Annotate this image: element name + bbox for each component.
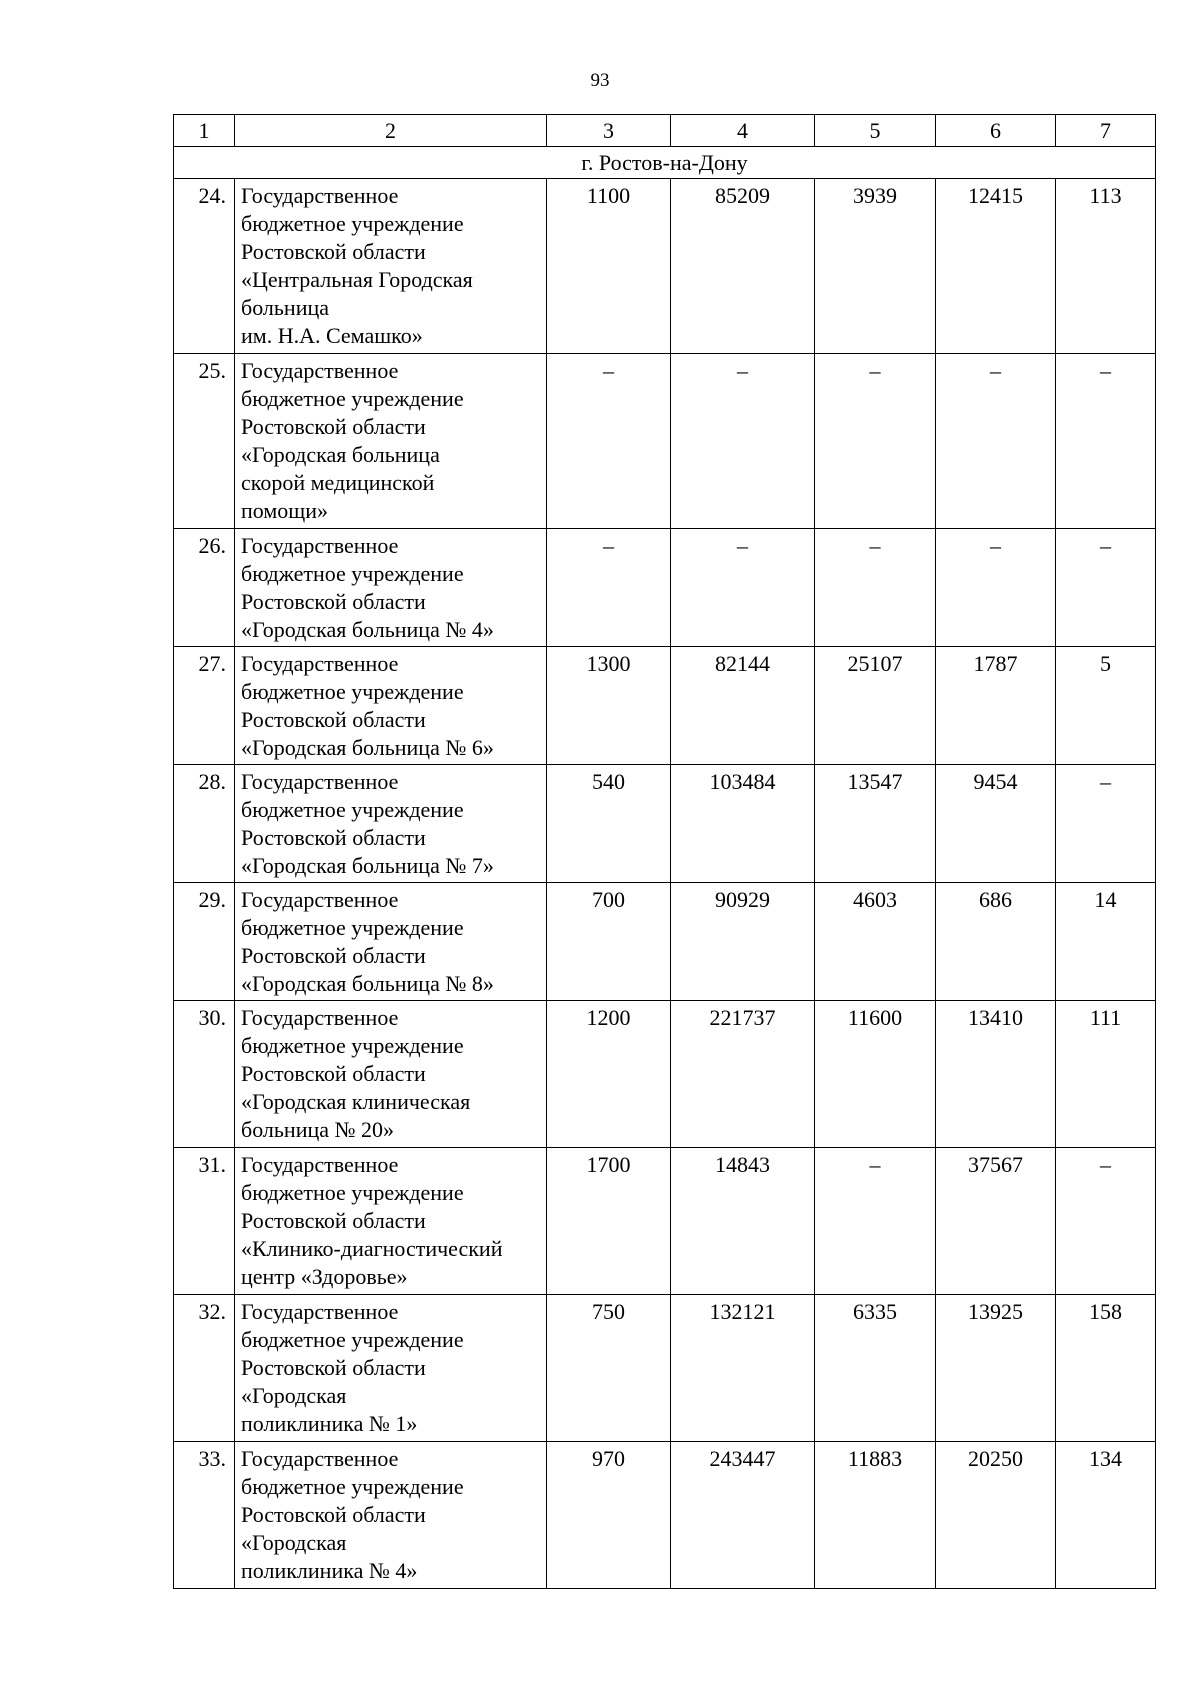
value-col-6: 13410 — [936, 1001, 1056, 1148]
value-col-5: – — [815, 1148, 936, 1295]
institution-name: Государственное бюджетное учреждение Ростовской области «Городская больница № 4» — [235, 529, 547, 647]
institution-name: Государственное бюджетное учреждение Ростовской области «Клинико-диагностический центр «Здоровье» — [235, 1148, 547, 1295]
value-col-6: 686 — [936, 883, 1056, 1001]
value-col-3: 970 — [547, 1442, 671, 1589]
value-col-3: 540 — [547, 765, 671, 883]
institution-name: Государственное бюджетное учреждение Ростовской области «Городская больница № 8» — [235, 883, 547, 1001]
value-col-4: – — [671, 354, 815, 529]
value-col-3: 700 — [547, 883, 671, 1001]
header-cell: 7 — [1056, 115, 1156, 147]
row-number: 25. — [174, 354, 235, 529]
header-row — [174, 115, 1156, 147]
data-table — [173, 114, 1156, 1589]
table-row — [174, 1442, 1156, 1589]
value-col-6: 12415 — [936, 179, 1056, 354]
header-cell: 1 — [174, 115, 235, 147]
value-col-7: 5 — [1056, 647, 1156, 765]
value-col-6: 1787 — [936, 647, 1056, 765]
value-col-7: 14 — [1056, 883, 1156, 1001]
value-col-4: 103484 — [671, 765, 815, 883]
row-number: 31. — [174, 1148, 235, 1295]
row-number: 32. — [174, 1295, 235, 1442]
value-col-4: 90929 — [671, 883, 815, 1001]
table-row — [174, 354, 1156, 529]
row-number: 33. — [174, 1442, 235, 1589]
value-col-4: 14843 — [671, 1148, 815, 1295]
institution-name: Государственное бюджетное учреждение Ростовской области «Городская больница скорой медицинской помощи» — [235, 354, 547, 529]
table-row — [174, 1295, 1156, 1442]
table-row — [174, 765, 1156, 883]
value-col-6: – — [936, 529, 1056, 647]
value-col-3: 1200 — [547, 1001, 671, 1148]
header-cell: 3 — [547, 115, 671, 147]
institution-name: Государственное бюджетное учреждение Ростовской области «Городская поликлиника № 1» — [235, 1295, 547, 1442]
value-col-3: 1300 — [547, 647, 671, 765]
value-col-5: 6335 — [815, 1295, 936, 1442]
value-col-3: 750 — [547, 1295, 671, 1442]
value-col-3: 1100 — [547, 179, 671, 354]
value-col-3: – — [547, 529, 671, 647]
page-number: 93 — [590, 70, 610, 91]
value-col-5: 4603 — [815, 883, 936, 1001]
institution-name: Государственное бюджетное учреждение Ростовской области «Городская больница № 7» — [235, 765, 547, 883]
value-col-4: 221737 — [671, 1001, 815, 1148]
header-cell: 5 — [815, 115, 936, 147]
value-col-5: 11883 — [815, 1442, 936, 1589]
value-col-6: 9454 — [936, 765, 1056, 883]
value-col-4: 243447 — [671, 1442, 815, 1589]
value-col-7: 113 — [1056, 179, 1156, 354]
institution-name: Государственное бюджетное учреждение Ростовской области «Городская больница № 6» — [235, 647, 547, 765]
table-row — [174, 529, 1156, 647]
value-col-4: 82144 — [671, 647, 815, 765]
value-col-4: 85209 — [671, 179, 815, 354]
value-col-5: – — [815, 354, 936, 529]
value-col-5: – — [815, 529, 936, 647]
value-col-3: 1700 — [547, 1148, 671, 1295]
value-col-5: 3939 — [815, 179, 936, 354]
value-col-6: 13925 — [936, 1295, 1056, 1442]
table-row — [174, 1001, 1156, 1148]
institution-name: Государственное бюджетное учреждение Ростовской области «Городская поликлиника № 4» — [235, 1442, 547, 1589]
value-col-7: – — [1056, 765, 1156, 883]
table-row — [174, 1148, 1156, 1295]
value-col-7: 111 — [1056, 1001, 1156, 1148]
value-col-7: 158 — [1056, 1295, 1156, 1442]
institution-name: Государственное бюджетное учреждение Ростовской области «Городская клиническая больница № 20» — [235, 1001, 547, 1148]
value-col-7: – — [1056, 354, 1156, 529]
institution-name: Государственное бюджетное учреждение Ростовской области «Центральная Городская больница им. Н.А. Семашко» — [235, 179, 547, 354]
value-col-5: 25107 — [815, 647, 936, 765]
row-number: 29. — [174, 883, 235, 1001]
row-number: 30. — [174, 1001, 235, 1148]
value-col-6: 20250 — [936, 1442, 1056, 1589]
value-col-4: – — [671, 529, 815, 647]
value-col-3: – — [547, 354, 671, 529]
value-col-7: 134 — [1056, 1442, 1156, 1589]
table-row — [174, 883, 1156, 1001]
region-title: г. Ростов-на-Дону — [174, 147, 1156, 179]
region-row — [174, 147, 1156, 179]
value-col-5: 13547 — [815, 765, 936, 883]
header-cell: 6 — [936, 115, 1056, 147]
value-col-6: – — [936, 354, 1056, 529]
value-col-5: 11600 — [815, 1001, 936, 1148]
table-row — [174, 179, 1156, 354]
row-number: 24. — [174, 179, 235, 354]
row-number: 26. — [174, 529, 235, 647]
header-cell: 4 — [671, 115, 815, 147]
value-col-6: 37567 — [936, 1148, 1056, 1295]
value-col-4: 132121 — [671, 1295, 815, 1442]
row-number: 27. — [174, 647, 235, 765]
header-cell: 2 — [235, 115, 547, 147]
value-col-7: – — [1056, 1148, 1156, 1295]
row-number: 28. — [174, 765, 235, 883]
table-row — [174, 647, 1156, 765]
value-col-7: – — [1056, 529, 1156, 647]
